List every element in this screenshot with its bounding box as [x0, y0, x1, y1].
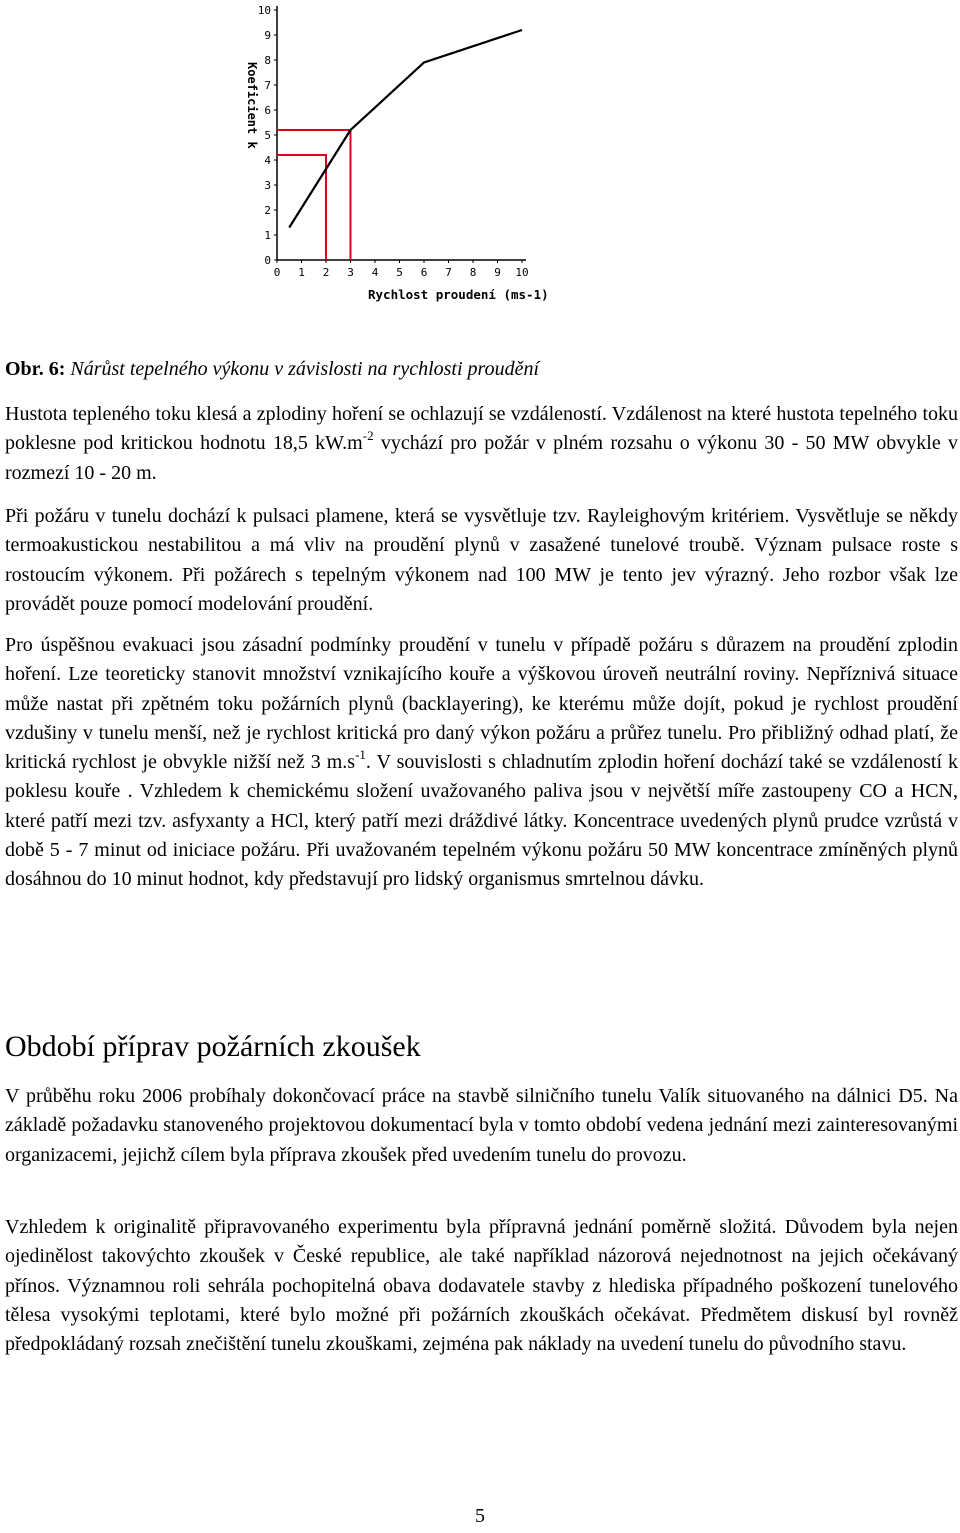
- x-tick-label: 0: [273, 266, 281, 279]
- page-number: 5: [475, 1505, 485, 1527]
- series-line: [289, 30, 522, 228]
- superscript: -1: [355, 746, 366, 762]
- x-tick-label: 4: [371, 266, 379, 279]
- x-tick-label: 2: [322, 266, 330, 279]
- x-tick-label: 3: [347, 266, 354, 279]
- x-tick-label: 5: [396, 266, 403, 279]
- y-tick-label: 3: [264, 179, 271, 192]
- paragraph-text: Hustota tepleného toku klesá a zplodiny hoření se ochlazují se vzdáleností. Vzdálenost na které hustota tepelného toku poklesne pod kritickou hodnotu 18,5 kW.m: [5, 403, 958, 455]
- paragraph-negotiations: Vzhledem k originalitě připravovaného experimentu byla přípravná jednání poměrně složitá. Důvodem byla nejen ojedinělost takovýchto zkoušek v České republice, ale také například názorová nejednotnost na jejich očekávaný přínos. Významnou roli sehrála pochopitelná obava dodavatele stavby z hlediska případného poškození tunelového tělesa vysokými teplotami, které bylo možné při požárních zkouškách očekávat. Předmětem diskusí byl rovněž předpokládaný rozsah znečištění tunelu zkouškami, zejména pak náklady na uvedení tunelu do původního stavu.: [5, 1216, 958, 1356]
- y-tick-label: 6: [264, 104, 271, 117]
- x-axis-label: Rychlost proudení (ms-1): [368, 287, 549, 302]
- superscript: -2: [362, 427, 374, 443]
- chart-axes: [277, 6, 526, 260]
- y-tick-label: 4: [264, 154, 271, 167]
- y-tick-label: 2: [264, 204, 271, 217]
- paragraph-evacuation: [5, 631, 958, 895]
- y-tick-labels: [258, 4, 277, 267]
- caption-text: Nárůst tepelného výkonu v závislosti na rychlosti proudění: [65, 358, 540, 380]
- x-tick-label: 7: [445, 266, 452, 279]
- section-heading: Období příprav požárních zkoušek: [5, 1030, 421, 1063]
- paragraph-text: . V souvislosti s chladnutím zplodin hoření dochází také se vzdáleností k poklesu kouře . Vzhledem k chemickému složení uvažovaného paliva jsou v největší míře zastoupeny CO a HCN, které patří mezi tzv. asfyxanty a HCl, který patří mezi dráždivé látky. Koncentrace uvedených plynů prudce vzrůstá v době 5 - 7 minut od iniciace požáru. Při uvažovaném tepelném výkonu požáru 50 MW koncentrace zmíněných plynů dosáhnou do 10 minut hodnot, kdy představují pro lidský organismus smrtelnou dávku.: [5, 751, 958, 891]
- y-tick-label: 10: [257, 4, 271, 17]
- y-tick-label: 8: [264, 54, 271, 67]
- y-tick-label: 7: [264, 79, 271, 92]
- paragraph-pulsation: Při požáru v tunelu dochází k pulsaci plamene, která se vysvětluje tzv. Rayleighovým kritériem. Vysvětluje se někdy termoakustickou nestabilitou a má vliv na proudění plynů v zasažené tunelové troubě. Význam pulsace roste s rostoucím výkonem. Při požárech s tepelným výkonem nad 100 MW je tento jev výrazný. Jeho rozbor však lze provádět pouze pomocí modelování proudění.: [5, 505, 958, 615]
- x-tick-label: 9: [494, 266, 501, 279]
- y-tick-label: 1: [264, 229, 271, 242]
- x-tick-label: 8: [469, 266, 477, 279]
- caption-label: Obr. 6:: [5, 358, 66, 380]
- x-tick-labels: [274, 260, 529, 279]
- paragraph-heat-flux: [5, 400, 958, 488]
- y-tick-label: 9: [264, 29, 271, 42]
- x-tick-label: 10: [515, 266, 529, 279]
- x-tick-label: 6: [420, 266, 428, 279]
- y-tick-label: 5: [264, 129, 271, 142]
- series-group: [289, 30, 522, 228]
- paragraph-preparation: V průběhu roku 2006 probíhaly dokončovací práce na stavbě silničního tunelu Valík situovaného na dálnici D5. Na základě požadavku stanoveného projektovou dokumentací byla v tomto období vedena jednání mezi zainteresovanými organizacemi, jejichž cílem byla příprava zkoušek před uvedením tunelu do provozu.: [5, 1085, 958, 1166]
- y-axis-label: Koeficient k: [245, 62, 259, 149]
- y-tick-label: 0: [264, 254, 271, 267]
- figure-caption: [5, 358, 539, 381]
- velocity-coefficient-chart: [230, 0, 590, 320]
- x-tick-label: 1: [298, 266, 305, 279]
- paragraph-text: vychází pro požár v plném rozsahu o výkonu 30 - 50 MW obvykle v rozmezí 10 - 20 m.: [5, 432, 958, 484]
- paragraph-text: Pro úspěšnou evakuaci jsou zásadní podmínky proudění v tunelu v případě požáru s důrazem na proudění zplodin hoření. Lze teoreticky stanovit množství vznikajícího kouře a výškovou úroveň neutrální roviny. Nepříznivá situace může nastat při zpětném toku požárních plynů (backlayering), ke kterému může dojít, pokud je rychlost proudění vzdušiny v tunelu menší, než je rychlost kritická pro daný výkon požáru a průřez tunelu. Pro přibližný odhad platí, že kritická rychlost je obvykle nižší než 3 m.s: [5, 634, 958, 774]
